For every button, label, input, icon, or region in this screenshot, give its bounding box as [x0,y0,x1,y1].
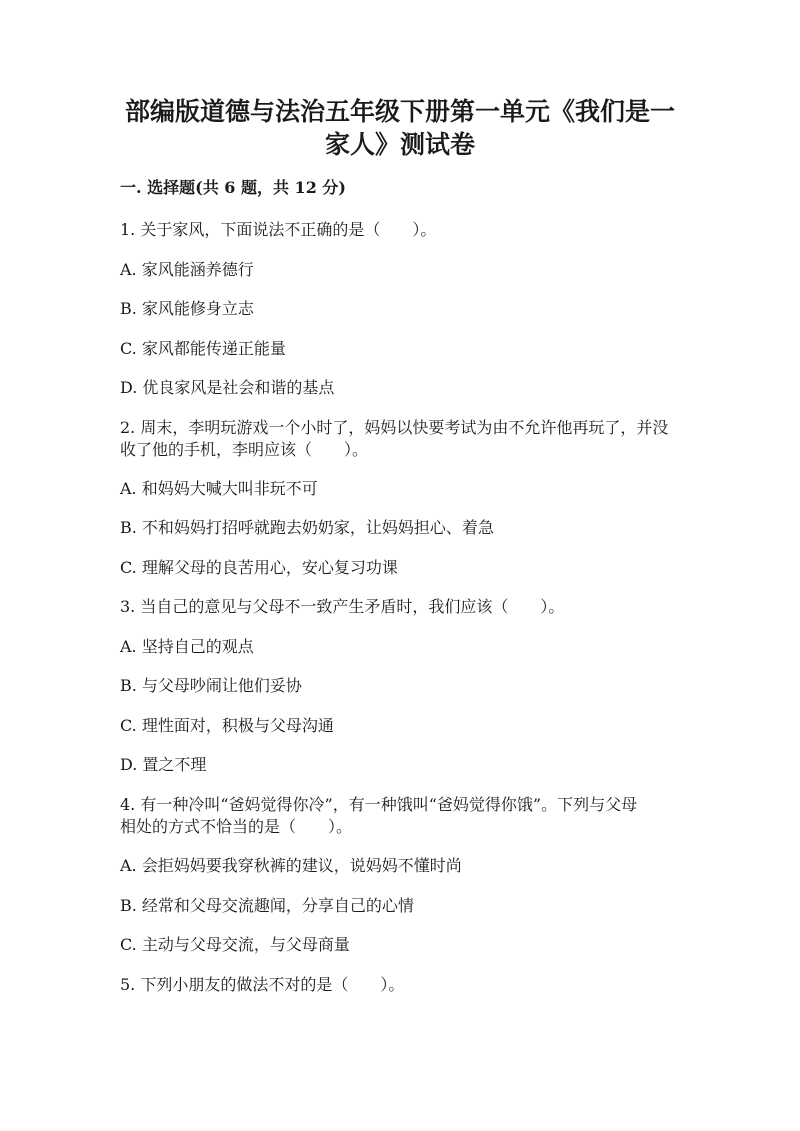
question-4-option-c: C. 主动与父母交流，与父母商量 [120,935,350,954]
question-1-option-c: C. 家风都能传递正能量 [120,339,286,358]
question-2-option-c: C. 理解父母的良苦用心，安心复习功课 [120,558,398,577]
question-3-option-b: B. 与父母吵闹让他们妥协 [120,676,302,695]
question-3-option-a: A. 坚持自己的观点 [120,637,254,656]
question-2-stem-continued: 收了他的手机，李明应该（ ）。 [120,440,369,459]
question-5-stem: 5. 下列小朋友的做法不对的是（ ）。 [120,975,405,994]
question-1-stem: 1. 关于家风，下面说法不正确的是（ ）。 [120,220,437,239]
question-2-stem: 2. 周末，李明玩游戏一个小时了，妈妈以快要考试为由不允许他再玩了，并没 [120,418,669,437]
question-2-option-a: A. 和妈妈大喊大叫非玩不可 [120,479,318,498]
question-1-option-a: A. 家风能涵养德行 [120,260,254,279]
question-1-option-d: D. 优良家风是社会和谐的基点 [120,378,335,397]
question-3-stem: 3. 当自己的意见与父母不一致产生矛盾时，我们应该（ ）。 [120,597,565,616]
page-title-continued: 家人》测试卷 [324,130,475,159]
question-3-option-d: D. 置之不理 [120,755,207,774]
question-4-option-b: B. 经常和父母交流趣闻，分享自己的心情 [120,896,414,915]
section-heading: 一. 选择题(共 6 题，共 12 分) [120,178,346,197]
question-4-stem-continued: 相处的方式不恰当的是（ ）。 [120,817,353,836]
question-4-option-a: A. 会拒妈妈要我穿秋裤的建议，说妈妈不懂时尚 [120,856,462,875]
question-4-stem: 4. 有一种冷叫“爸妈觉得你冷”，有一种饿叫“爸妈觉得你饿”。下列与父母 [120,795,638,814]
question-3-option-c: C. 理性面对，积极与父母沟通 [120,716,334,735]
question-1-option-b: B. 家风能修身立志 [120,299,254,318]
question-2-option-b: B. 不和妈妈打招呼就跑去奶奶家，让妈妈担心、着急 [120,518,494,537]
page-title: 部编版道德与法治五年级下册第一单元《我们是一 [124,97,675,126]
